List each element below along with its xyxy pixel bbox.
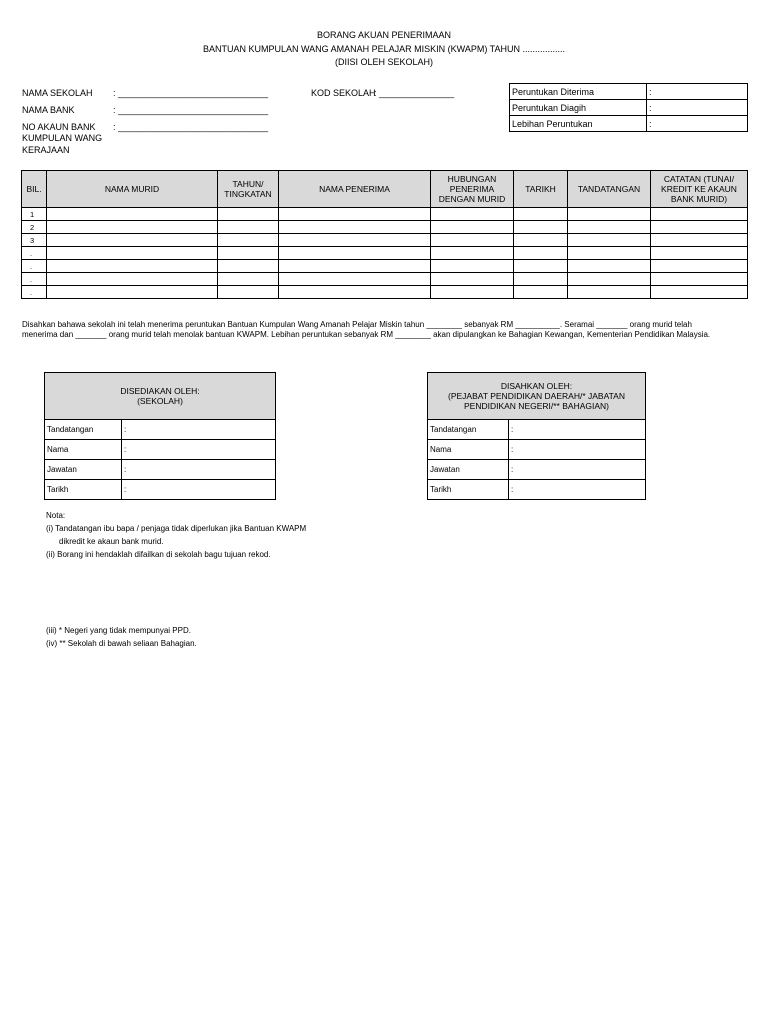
note-4: (iv) ** Sekolah di bawah seliaan Bahagian. (46, 639, 197, 648)
note-2: (ii) Borang ini hendaklah difailkan di sekolah bagu tujuan rekod. (46, 550, 271, 559)
col-hubungan: HUBUNGAN PENERIMA DENGAN MURID (431, 171, 514, 208)
table-cell[interactable] (651, 260, 748, 273)
table-cell[interactable] (568, 221, 651, 234)
row-number: . (22, 273, 47, 286)
prepared-by-header-row (45, 373, 276, 420)
table-cell[interactable] (47, 208, 218, 221)
table-cell[interactable] (279, 286, 431, 299)
sign-field-label: Tarikh (428, 480, 509, 500)
sign-field-label: Tandatangan (45, 420, 122, 440)
row-number: . (22, 286, 47, 299)
col-catatan: CATATAN (TUNAI/ KREDIT KE AKAUN BANK MURID) (651, 171, 748, 208)
allocation-table (509, 83, 748, 132)
sign-row (45, 420, 276, 440)
table-cell[interactable] (431, 221, 514, 234)
table-row (22, 247, 748, 260)
table-row (22, 260, 748, 273)
sign-field-label: Jawatan (428, 460, 509, 480)
table-cell[interactable] (431, 260, 514, 273)
table-cell[interactable] (431, 247, 514, 260)
col-tandatangan: TANDATANGAN (568, 171, 651, 208)
sign-field-value[interactable]: : (122, 480, 276, 500)
prepared-by-title: DISEDIAKAN OLEH: (120, 386, 200, 396)
approved-by-subtitle-2: PENDIDIKAN NEGERI/** BAHAGIAN) (463, 401, 609, 411)
approved-by-header (428, 373, 646, 420)
allocation-value[interactable]: : (647, 116, 748, 132)
sign-field-value[interactable]: : (509, 420, 646, 440)
table-cell[interactable] (218, 208, 279, 221)
allocation-row (510, 116, 748, 132)
sign-row (428, 440, 646, 460)
statement-line-1: Disahkan bahawa sekolah ini telah menerima peruntukan Bantuan Kumpulan Wang Amanah Pelajar Miskin tahun ________ sebanyak RM __________. Seramai _______ orang murid telah (22, 320, 692, 329)
kod-sekolah-label: KOD SEKOLAH (311, 88, 376, 98)
sign-row (428, 480, 646, 500)
row-number: 3 (22, 234, 47, 247)
row-number: 1 (22, 208, 47, 221)
sign-row (428, 420, 646, 440)
allocation-value[interactable]: : (647, 84, 748, 100)
table-cell[interactable] (514, 208, 568, 221)
table-cell[interactable] (514, 221, 568, 234)
col-tahun-tingkatan: TAHUN/ TINGKATAN (218, 171, 279, 208)
nama-bank-label: NAMA BANK (22, 105, 75, 115)
form-subtitle: BANTUAN KUMPULAN WANG AMANAH PELAJAR MISKIN (KWAPM) TAHUN ................. (202, 44, 566, 54)
no-akaun-field[interactable]: : ______________________________ (113, 122, 269, 132)
table-cell[interactable] (514, 260, 568, 273)
prepared-by-table (44, 372, 276, 500)
approved-by-title: DISAHKAN OLEH: (500, 381, 573, 391)
table-cell[interactable] (47, 260, 218, 273)
table-cell[interactable] (431, 286, 514, 299)
nama-sekolah-field[interactable]: : ______________________________ (113, 88, 269, 98)
row-number: . (22, 260, 47, 273)
recipient-body (22, 208, 748, 299)
sign-field-value[interactable]: : (122, 460, 276, 480)
table-cell[interactable] (431, 234, 514, 247)
statement-line-2: menerima dan _______ orang murid telah menolak bantuan KWAPM. Lebihan peruntukan sebanyak RM ________ akan dipulangkan ke Bahagian Kewangan, Kementerian Pendidikan Malaysia. (22, 330, 711, 339)
approved-by-header-row (428, 373, 646, 420)
table-row (22, 286, 748, 299)
sign-field-value[interactable]: : (509, 480, 646, 500)
sign-field-label: Nama (45, 440, 122, 460)
sign-field-label: Tarikh (45, 480, 122, 500)
table-cell[interactable] (279, 260, 431, 273)
table-cell[interactable] (568, 286, 651, 299)
table-cell[interactable] (651, 247, 748, 260)
recipient-table (21, 170, 748, 299)
note-1-cont: dikredit ke akaun bank murid. (59, 537, 164, 546)
table-row (22, 234, 748, 247)
approved-by-table (427, 372, 646, 500)
allocation-label: Lebihan Peruntukan (510, 116, 647, 132)
row-number: 2 (22, 221, 47, 234)
table-cell[interactable] (218, 221, 279, 234)
note-3: (iii) * Negeri yang tidak mempunyai PPD. (46, 626, 191, 635)
no-akaun-label-2: KUMPULAN WANG (22, 133, 103, 143)
sign-field-label: Nama (428, 440, 509, 460)
note-1: (i) Tandatangan ibu bapa / penjaga tidak diperlukan jika Bantuan KWAPM (46, 524, 307, 533)
form-title: BORANG AKUAN PENERIMAAN (316, 30, 452, 40)
col-tarikh: TARIKH (514, 171, 568, 208)
nama-sekolah-label: NAMA SEKOLAH (22, 88, 93, 98)
table-cell[interactable] (218, 286, 279, 299)
table-cell[interactable] (47, 234, 218, 247)
table-row (22, 221, 748, 234)
table-cell[interactable] (651, 273, 748, 286)
col-nama-penerima: NAMA PENERIMA (279, 171, 431, 208)
sign-field-label: Jawatan (45, 460, 122, 480)
allocation-row (510, 100, 748, 116)
prepared-by-subtitle: (SEKOLAH) (137, 396, 183, 406)
table-cell[interactable] (47, 247, 218, 260)
table-cell[interactable] (651, 221, 748, 234)
sign-row (45, 440, 276, 460)
table-cell[interactable] (218, 247, 279, 260)
nama-bank-field[interactable]: : ______________________________ (113, 105, 269, 115)
table-row (22, 208, 748, 221)
table-cell[interactable] (47, 286, 218, 299)
allocation-row (510, 84, 748, 100)
notes-title: Nota: (46, 511, 66, 520)
sign-row (428, 460, 646, 480)
sign-field-value[interactable]: : (509, 440, 646, 460)
table-cell[interactable] (47, 221, 218, 234)
table-cell[interactable] (279, 221, 431, 234)
table-cell[interactable] (279, 208, 431, 221)
form-instruction: (DIISI OLEH SEKOLAH) (334, 57, 434, 67)
table-cell[interactable] (47, 273, 218, 286)
table-cell[interactable] (279, 247, 431, 260)
col-nama-murid: NAMA MURID (47, 171, 218, 208)
sign-field-value[interactable]: : (509, 460, 646, 480)
table-cell[interactable] (514, 273, 568, 286)
prepared-by-header (45, 373, 276, 420)
allocation-label: Peruntukan Diagih (510, 100, 647, 116)
table-cell[interactable] (568, 208, 651, 221)
allocation-label: Peruntukan Diterima (510, 84, 647, 100)
table-cell[interactable] (514, 247, 568, 260)
sign-row (45, 460, 276, 480)
kod-sekolah-field[interactable]: : _______________ (374, 88, 455, 98)
table-header-row (22, 171, 748, 208)
table-cell[interactable] (218, 273, 279, 286)
table-cell[interactable] (651, 286, 748, 299)
table-cell[interactable] (651, 208, 748, 221)
row-number: . (22, 247, 47, 260)
table-cell[interactable] (568, 234, 651, 247)
allocation-value[interactable]: : (647, 100, 748, 116)
table-cell[interactable] (514, 286, 568, 299)
sign-row (45, 480, 276, 500)
table-cell[interactable] (568, 260, 651, 273)
table-cell[interactable] (431, 208, 514, 221)
table-cell[interactable] (651, 234, 748, 247)
table-cell[interactable] (568, 247, 651, 260)
table-row (22, 273, 748, 286)
table-cell[interactable] (218, 260, 279, 273)
table-cell[interactable] (514, 234, 568, 247)
no-akaun-label-1: NO AKAUN BANK (22, 122, 96, 132)
sign-field-value[interactable]: : (122, 420, 276, 440)
table-cell[interactable] (568, 273, 651, 286)
table-cell[interactable] (279, 273, 431, 286)
table-cell[interactable] (431, 273, 514, 286)
approved-by-subtitle-1: (PEJABAT PENDIDIKAN DAERAH/* JABATAN (448, 391, 625, 401)
table-cell[interactable] (218, 234, 279, 247)
sign-field-label: Tandatangan (428, 420, 509, 440)
sign-field-value[interactable]: : (122, 440, 276, 460)
table-cell[interactable] (279, 234, 431, 247)
no-akaun-label-3: KERAJAAN (22, 145, 70, 155)
col-bil: BIL. (22, 171, 47, 208)
